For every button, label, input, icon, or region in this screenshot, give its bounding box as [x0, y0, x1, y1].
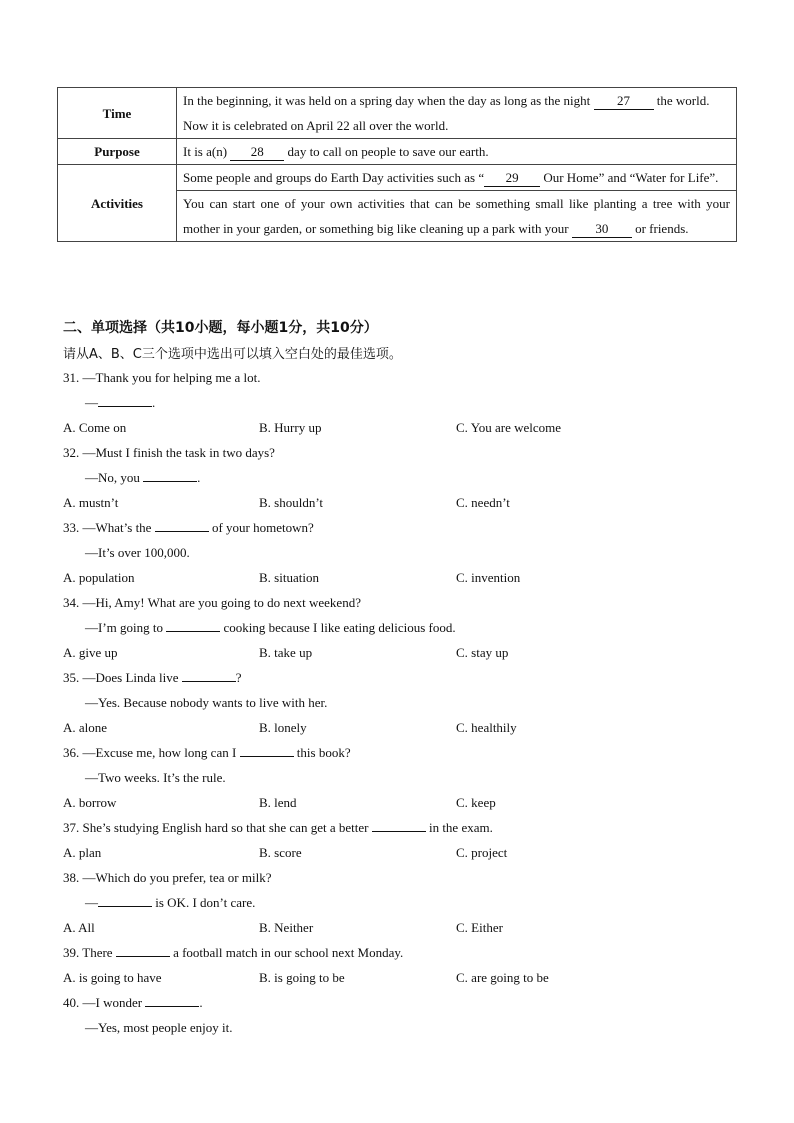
option-c[interactable]: C. stay up [456, 645, 509, 660]
time-text: Now it is celebrated on April 22 all over the world. [183, 118, 449, 133]
question-32-reply [63, 465, 743, 490]
reply-text: . [152, 395, 156, 410]
option-c[interactable]: C. healthily [456, 720, 517, 735]
purpose-label: Purpose [58, 139, 177, 165]
table-row [58, 88, 737, 139]
answer-blank [182, 667, 236, 682]
question-36-options [63, 790, 743, 815]
option-c[interactable]: C. needn’t [456, 495, 510, 510]
purpose-text: day to call on people to save our earth. [287, 144, 489, 159]
option-b[interactable]: B. Neither [259, 920, 314, 935]
option-a[interactable]: A. population [63, 570, 135, 585]
question-35-reply: —Yes. Because nobody wants to live with her. [85, 695, 328, 710]
activities-text: Our Home” and “Water for Life”. [543, 170, 719, 185]
section-title: 二、单项选择（共10小题，每小题1分，共10分） [63, 320, 378, 336]
question-33-options [63, 565, 743, 590]
option-a[interactable]: A. alone [63, 720, 108, 735]
reply-text: is OK. I don’t care. [155, 895, 256, 910]
time-label: Time [58, 88, 177, 139]
answer-blank [116, 942, 170, 957]
option-b[interactable]: B. lend [259, 795, 297, 810]
question-36-reply: —Two weeks. It’s the rule. [85, 770, 226, 785]
stem-text: a football match in our school next Monday. [173, 945, 404, 960]
stem-text: 40. —I wonder [63, 995, 143, 1010]
answer-blank [98, 392, 152, 407]
stem-text: 35. —Does Linda live [63, 670, 179, 685]
question-34-reply [63, 615, 743, 640]
question-32-stem: 32. —Must I finish the task in two days? [63, 445, 275, 460]
question-31-reply [63, 390, 743, 415]
question-35-stem [63, 665, 743, 690]
question-31-stem: 31. —Thank you for helping me a lot. [63, 370, 261, 385]
blank-29: 29 [484, 170, 540, 187]
stem-text: ? [235, 670, 242, 685]
option-b[interactable]: B. lonely [259, 720, 307, 735]
blank-27: 27 [594, 93, 654, 110]
stem-text: . [199, 995, 203, 1010]
reply-text: — [85, 395, 98, 410]
stem-text: this book? [296, 745, 351, 760]
question-40-reply: —Yes, most people enjoy it. [85, 1020, 233, 1035]
stem-text: of your hometown? [211, 520, 314, 535]
answer-blank [240, 742, 294, 757]
answer-blank [145, 992, 199, 1007]
blank-28: 28 [230, 144, 284, 161]
option-c[interactable]: C. keep [456, 795, 496, 810]
activities-text: or friends. [635, 221, 689, 236]
option-a[interactable]: A. Come on [63, 420, 127, 435]
question-38-options [63, 915, 743, 940]
option-c[interactable]: C. project [456, 845, 508, 860]
option-a[interactable]: A. All [63, 920, 95, 935]
option-c[interactable]: C. invention [456, 570, 521, 585]
option-a[interactable]: A. mustn’t [63, 495, 119, 510]
stem-text: 39. There [63, 945, 113, 960]
reply-text: . [197, 470, 201, 485]
option-b[interactable]: B. situation [259, 570, 319, 585]
question-40-stem [63, 990, 743, 1015]
option-b[interactable]: B. Hurry up [259, 420, 322, 435]
reply-text: cooking because I like eating delicious food. [223, 620, 456, 635]
section-instruction: 请从A、B、C三个选项中选出可以填入空白处的最佳选项。 [63, 347, 402, 362]
purpose-text: It is a(n) [183, 144, 228, 159]
option-c[interactable]: C. are going to be [456, 970, 549, 985]
option-a[interactable]: A. borrow [63, 795, 117, 810]
question-31-options [63, 415, 743, 440]
question-36-stem [63, 740, 743, 765]
question-38-reply [63, 890, 743, 915]
question-33-stem [63, 515, 743, 540]
question-37-stem [63, 815, 743, 840]
question-33-reply: —It’s over 100,000. [85, 545, 190, 560]
blank-30: 30 [572, 221, 632, 238]
answer-blank [143, 467, 197, 482]
question-list [63, 365, 743, 1040]
question-35-options [63, 715, 743, 740]
option-b[interactable]: B. take up [259, 645, 313, 660]
option-c[interactable]: C. Either [456, 920, 503, 935]
question-34-options [63, 640, 743, 665]
answer-blank [372, 817, 426, 832]
earth-day-table [57, 87, 737, 242]
reply-text: —I’m going to [85, 620, 163, 635]
option-a[interactable]: A. plan [63, 845, 102, 860]
stem-text: in the exam. [428, 820, 493, 835]
purpose-cell [177, 139, 737, 165]
option-a[interactable]: A. is going to have [63, 970, 162, 985]
answer-blank [155, 517, 209, 532]
stem-text: 37. She’s studying English hard so that she can get a better [63, 820, 369, 835]
question-32-options [63, 490, 743, 515]
option-b[interactable]: B. shouldn’t [259, 495, 324, 510]
option-a[interactable]: A. give up [63, 645, 118, 660]
activities-cell-2 [177, 191, 737, 242]
table-row [58, 139, 737, 165]
option-c[interactable]: C. You are welcome [456, 420, 562, 435]
stem-text: 36. —Excuse me, how long can I [63, 745, 237, 760]
answer-blank [166, 617, 220, 632]
time-text: the world. [656, 93, 710, 108]
activities-cell-1 [177, 165, 737, 191]
time-cell [177, 88, 737, 139]
table-row [58, 165, 737, 191]
activities-label: Activities [58, 165, 177, 242]
stem-text: 33. —What’s the [63, 520, 152, 535]
activities-text: Some people and groups do Earth Day activities such as “ [183, 170, 485, 185]
reply-text: — [85, 895, 98, 910]
question-39-stem [63, 940, 743, 965]
question-37-options [63, 840, 743, 865]
question-38-stem: 38. —Which do you prefer, tea or milk? [63, 870, 272, 885]
question-39-options [63, 965, 743, 990]
answer-blank [98, 892, 152, 907]
option-b[interactable]: B. score [259, 845, 302, 860]
activities-text: You can start one of your own activities that can be something small like planting a tree with your mother in your garden, or something big like cleaning up a park with your [183, 196, 730, 236]
question-34-stem: 34. —Hi, Amy! What are you going to do next weekend? [63, 595, 361, 610]
option-b[interactable]: B. is going to be [259, 970, 345, 985]
reply-text: —No, you [85, 470, 140, 485]
time-text: In the beginning, it was held on a spring day when the day as long as the night [183, 93, 591, 108]
